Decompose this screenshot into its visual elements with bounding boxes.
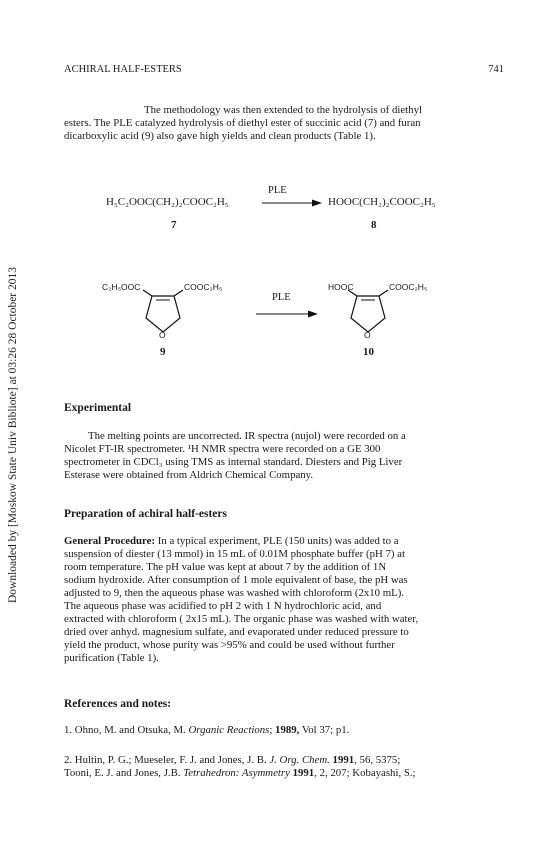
reference-authors: Tooni, E. J. and Jones, J.B. [64, 767, 184, 779]
compound-number: 10 [363, 346, 374, 358]
reagent-label: PLE [272, 292, 291, 303]
reference-authors: 2. Hultin, P. G.; Mueseler, F. J. and Jones, J. B. [64, 754, 270, 766]
reactant-diester: H₅C₂OOC(CH₂)₂COOC₂H₅ [106, 196, 229, 208]
reference-journal: Organic Reactions [188, 724, 270, 736]
intro-line: dicarboxylic acid (9) also gave high yields and clean products (Table 1). [64, 130, 376, 142]
reference-journal: J. Org. Chem. [269, 754, 330, 766]
reference-sep: ; [269, 724, 276, 736]
page-number: 741 [488, 64, 504, 75]
reference-details: , 2, 207; Kobayashi, S.; [314, 767, 416, 779]
substituent-ester: COOC₂H₅ [389, 282, 428, 292]
reference-details: , 56, 5375; [354, 754, 401, 766]
furan-ring-structure [343, 290, 403, 346]
reference-details: Vol 37; p1. [299, 724, 350, 736]
reagent-label: PLE [268, 185, 287, 196]
product-half-ester: HOOC(CH₂)₂COOC₂H₅ [328, 196, 436, 208]
reaction-arrow [262, 198, 322, 208]
section-heading-preparation: Preparation of achiral half-esters [64, 508, 227, 520]
download-watermark [2, 6, 24, 864]
reference-2 [64, 754, 504, 780]
ring-oxygen: O [159, 330, 166, 340]
furan-ring-structure [138, 290, 198, 346]
procedure-line: suspension of diester (13 mmol) in 15 mL of 0.01M phosphate buffer (pH 7) at [64, 548, 405, 560]
compound-number: 8 [371, 219, 377, 231]
experimental-line: The melting points are uncorrected. IR spectra (nujol) were recorded on a [88, 430, 406, 442]
substituent-ester: C₂H₅OOC [102, 282, 141, 292]
download-note: Downloaded by [Moskow State Univ Bibliote] at 03:26 28 October 2013 [7, 266, 20, 604]
compound-number: 7 [171, 219, 177, 231]
procedure-line: sodium hydroxide. After consumption of 1 mole equivalent of base, the pH was [64, 574, 408, 586]
substituent-acid: HOOC [328, 282, 354, 292]
experimental-paragraph [64, 430, 504, 482]
section-heading-experimental: Experimental [64, 402, 132, 414]
experimental-line: spectrometer in CDCl₃ using TMS as internal standard. Diesters and Pig Liver [64, 456, 403, 468]
procedure-paragraph [64, 535, 504, 665]
substituent-ester: COOC₂H₅ [184, 282, 223, 292]
intro-line: esters. The PLE catalyzed hydrolysis of diethyl ester of succinic acid (7) and furan [64, 117, 421, 129]
experimental-line: Esterase were obtained from Aldrich Chemical Company. [64, 469, 314, 481]
reference-year: 1991 [332, 754, 355, 766]
reference-year: 1989, [275, 724, 300, 736]
running-head [64, 64, 504, 75]
procedure-line: adjusted to 9, then the aqueous phase was washed with chloroform (2x10 mL). [64, 587, 405, 599]
reaction-arrow [256, 309, 318, 319]
intro-paragraph [64, 104, 504, 143]
reference-line [64, 767, 504, 780]
running-title: ACHIRAL HALF-ESTERS [64, 64, 182, 75]
procedure-line [64, 535, 504, 548]
intro-line: The methodology was then extended to the hydrolysis of diethyl [144, 104, 422, 116]
procedure-line: yield the product, whose purity was >95% and could be used without further [64, 639, 395, 651]
procedure-line: dried over anhyd. magnesium sulfate, and evaporated under reduced pressure to [64, 626, 409, 638]
reference-journal: Tetrahedron: Asymmetry [183, 767, 290, 779]
procedure-line: The aqueous phase was acidified to pH 2 with 1 N hydrochloric acid, and [64, 600, 382, 612]
ring-oxygen: O [364, 330, 371, 340]
reference-line [64, 754, 504, 767]
reference-year: 1991 [292, 767, 315, 779]
procedure-line: purification (Table 1). [64, 652, 159, 664]
compound-number: 9 [160, 346, 166, 358]
section-heading-references: References and notes: [64, 698, 172, 710]
procedure-text: In a typical experiment, PLE (150 units) was added to a [157, 535, 399, 547]
reference-1 [64, 724, 504, 737]
experimental-line: Nicolet FT-IR spectrometer. ¹H NMR spectra were recorded on a GE 300 [64, 443, 381, 455]
procedure-line: room temperature. The pH value was kept at about 7 by the addition of 1N [64, 561, 387, 573]
reference-authors: 1. Ohno, M. and Otsuka, M. [64, 724, 189, 736]
procedure-line: extracted with chloroform ( 2x15 mL). The organic phase was washed with water, [64, 613, 419, 625]
procedure-lead: General Procedure: [64, 535, 156, 547]
